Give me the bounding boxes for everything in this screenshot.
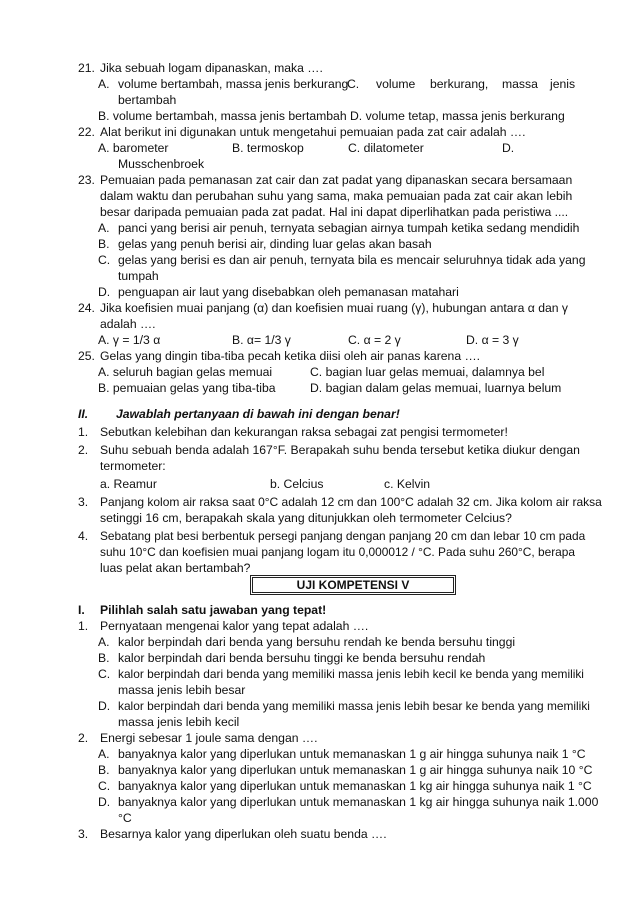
q23-option-d: penguapan air laut yang disebabkan oleh pemanasan matahari <box>118 285 459 299</box>
k1-letter-a: A. <box>98 635 110 649</box>
q25-option-d: D. bagian dalam gelas memuai, luarnya belum <box>310 381 562 395</box>
q23-letter-d: D. <box>98 285 111 299</box>
q25-option-c: C. bagian luar gelas memuai, dalamnya bel <box>310 365 545 379</box>
k1-option-c: kalor berpindah dari benda yang memiliki massa jenis lebih kecil ke benda yang memiliki <box>118 667 584 681</box>
q23-option-c: gelas yang berisi es dan air penuh, ternyata bila es mencair seluruhnya tidak ada yang <box>118 253 586 267</box>
q24-option-d: D. α = 3 γ <box>466 333 519 347</box>
q23-stem-line3: besar daripada pemuaian pada zat padat. Hal ini dapat diperlihatkan pada peristiwa .... <box>100 205 569 219</box>
q24-option-c: C. α = 2 γ <box>348 333 401 347</box>
q22-option-b: B. termoskop <box>232 141 304 155</box>
q21-option-a-cont: bertambah <box>118 93 177 107</box>
k1-option-d: kalor berpindah dari benda yang memiliki massa jenis lebih besar ke benda yang memiliki <box>118 699 590 713</box>
k2-option-a: banyaknya kalor yang diperlukan untuk memanaskan 1 g air hingga suhunya naik 1 °C <box>118 747 586 761</box>
essay2-option-a: a. Reamur <box>100 477 157 491</box>
q25-option-b: B. pemuaian gelas yang tiba-tiba <box>98 381 276 395</box>
q24-number: 24. <box>78 301 95 315</box>
essay2-text-cont: termometer: <box>100 459 166 473</box>
k2-letter-c: C. <box>98 779 111 793</box>
q23-letter-b: B. <box>98 237 110 251</box>
q22-option-d-cont: Musschenbroek <box>118 157 205 171</box>
uji-kompetensi-title: UJI KOMPETENSI V <box>250 575 456 595</box>
q23-letter-a: A. <box>98 221 110 235</box>
k1-number: 1. <box>78 619 89 633</box>
q22-option-c: C. dilatometer <box>348 141 424 155</box>
essay2-number: 2. <box>78 443 89 457</box>
essay3-text-cont: setinggi 16 cm, berapakah skala yang ditunjukkan oleh termometer Celcius? <box>100 511 512 525</box>
q23-letter-c: C. <box>98 253 111 267</box>
q23-stem-line2: dalam waktu dan perubahan suhu yang sama, maka pemuaian pada zat cair akan lebih <box>100 189 573 203</box>
essay1-text: Sebutkan kelebihan dan kekurangan raksa sebagai zat pengisi termometer! <box>100 425 508 439</box>
essay4-text-cont2: luas pelat akan bertambah? <box>100 561 251 575</box>
k3-number: 3. <box>78 827 89 841</box>
q22-option-d: D. <box>502 141 515 155</box>
k2-option-d-cont: °C <box>118 811 132 825</box>
q24-stem-cont: adalah …. <box>100 317 156 331</box>
k1-option-d-cont: massa jenis lebih kecil <box>118 715 240 729</box>
k2-letter-d: D. <box>98 795 111 809</box>
q23-number: 23. <box>78 173 95 187</box>
k1-letter-d: D. <box>98 699 111 713</box>
q24-stem: Jika koefisien muai panjang (α) dan koefisien muai ruang (γ), hubungan antara α dan γ <box>100 301 569 315</box>
q25-stem: Gelas yang dingin tiba-tiba pecah ketika diisi oleh air panas karena …. <box>100 349 481 363</box>
essay3-number: 3. <box>78 495 89 509</box>
k2-stem: Energi sebesar 1 joule sama dengan …. <box>100 731 318 745</box>
q23-option-c-cont: tumpah <box>118 269 159 283</box>
k3-stem: Besarnya kalor yang diperlukan oleh suatu benda …. <box>100 827 387 841</box>
essay2-option-c: c. Kelvin <box>384 477 431 491</box>
k2-letter-b: B. <box>98 763 110 777</box>
q21-number: 21. <box>78 61 95 75</box>
q25-option-a: A. seluruh bagian gelas memuai <box>98 365 273 379</box>
k1-option-c-cont: massa jenis lebih besar <box>118 683 246 697</box>
section-ii-number: II. <box>78 407 89 421</box>
essay1-number: 1. <box>78 425 89 439</box>
q24-option-a: A. γ = 1/3 α <box>98 333 161 347</box>
q25-number: 25. <box>78 349 95 363</box>
q23-option-a: panci yang berisi air penuh, ternyata sebagian airnya tumpah ketika sedang mendidih <box>118 221 580 235</box>
essay2-option-b: b. Celcius <box>270 477 324 491</box>
section-i-number: I. <box>78 603 85 617</box>
q22-number: 22. <box>78 125 95 139</box>
q23-option-b: gelas yang penuh berisi air, dinding luar gelas akan basah <box>118 237 432 251</box>
essay3-text: Panjang kolom air raksa saat 0°C adalah 12 cm dan 100°C adalah 32 cm. Jika kolom air raksa <box>100 495 602 509</box>
section-i-title: Pilihlah salah satu jawaban yang tepat! <box>100 603 327 617</box>
q22-stem: Alat berikut ini digunakan untuk mengetahui pemuaian pada zat cair adalah …. <box>100 125 526 139</box>
k1-stem: Pernyataan mengenai kalor yang tepat adalah …. <box>100 619 369 633</box>
q21-stem: Jika sebuah logam dipanaskan, maka …. <box>100 61 323 75</box>
section-ii-title: Jawablah pertanyaan di bawah ini dengan benar! <box>116 407 400 421</box>
k2-option-b: banyaknya kalor yang diperlukan untuk memanaskan 1 g air hingga suhunya naik 10 °C <box>118 763 593 777</box>
essay4-text: Sebatang plat besi berbentuk persegi panjang dengan panjang 20 cm dan lebar 10 cm pada <box>100 529 586 543</box>
q24-option-b: B. α= 1/3 γ <box>232 333 291 347</box>
q22-option-a: A. barometer <box>98 141 169 155</box>
k2-option-d: banyaknya kalor yang diperlukan untuk memanaskan 1 kg air hingga suhunya naik 1.000 <box>118 795 599 809</box>
k1-letter-b: B. <box>98 651 110 665</box>
k1-option-a: kalor berpindah dari benda yang bersuhu rendah ke benda bersuhu tinggi <box>118 635 516 649</box>
q23-stem-line1: Pemuaian pada pemanasan zat cair dan zat padat yang dipanaskan secara bersamaan <box>100 173 573 187</box>
k2-letter-a: A. <box>98 747 110 761</box>
q21-option-row-b: B. volume bertambah, massa jenis bertambah D. volume tetap, massa jenis berkurang <box>98 109 565 123</box>
essay2-text: Suhu sebuah benda adalah 167°F. Berapakah suhu benda tersebut ketika diukur dengan <box>100 443 580 457</box>
k2-option-c: banyaknya kalor yang diperlukan untuk memanaskan 1 kg air hingga suhunya naik 1 °C <box>118 779 592 793</box>
k1-letter-c: C. <box>98 667 111 681</box>
essay4-text-cont: suhu 10°C dan koefisien muai panjang logam itu 0,000012 / °C. Pada suhu 260°C, berapa <box>100 545 576 559</box>
k1-option-b: kalor berpindah dari benda bersuhu tinggi ke benda bersuhu rendah <box>118 651 486 665</box>
k2-number: 2. <box>78 731 89 745</box>
essay4-number: 4. <box>78 529 89 543</box>
